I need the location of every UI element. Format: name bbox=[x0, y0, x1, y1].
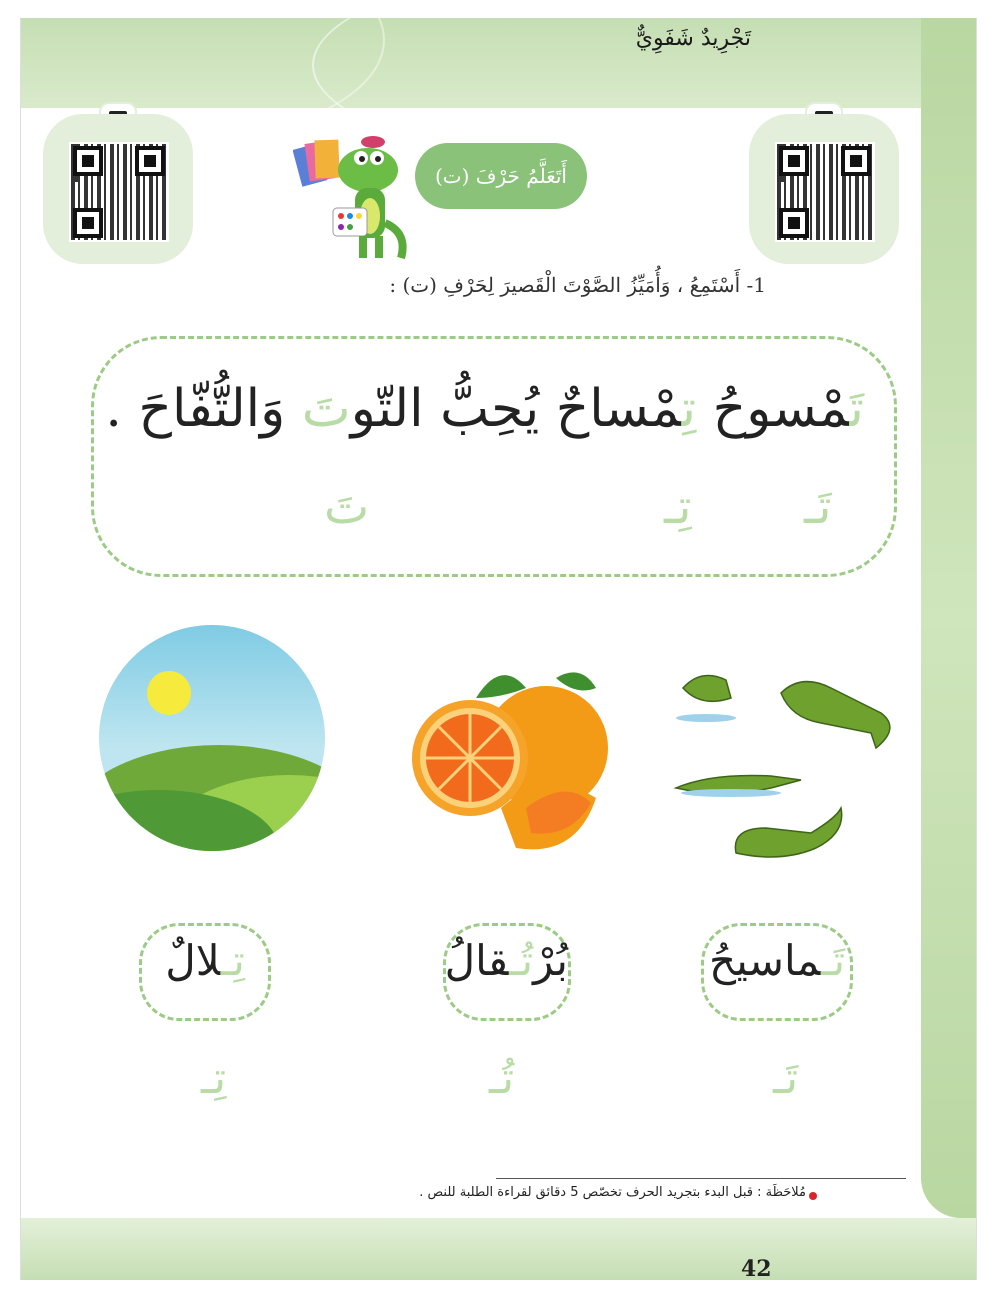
sentence-frame bbox=[91, 336, 897, 577]
qr-code-left[interactable] bbox=[43, 114, 193, 264]
word-rest: لالٌ bbox=[165, 936, 221, 985]
word-text bbox=[704, 936, 850, 985]
side-band bbox=[921, 18, 976, 1218]
word-highlight: تِـ bbox=[220, 936, 245, 985]
page bbox=[20, 18, 977, 1280]
letter-form: تُـ bbox=[489, 1053, 515, 1104]
sentence-part: وَالتُّفّاحَ . bbox=[105, 379, 302, 439]
letter-form: تَـ bbox=[773, 1053, 799, 1104]
note-divider bbox=[496, 1178, 906, 1179]
instruction-text: 1- أَسْتَمِعُ ، وَأُمَيِّزُ الصَّوْتَ الْقَصيرَ لِحَرْفِ (ت) : bbox=[389, 273, 766, 297]
qr-code-right[interactable] bbox=[749, 114, 899, 264]
teacher-note: مُلاحَظَة : قبل البدء بتجريد الحرف تخصّص 5 دقائق لقراءة الطلبة للنص . bbox=[419, 1185, 806, 1200]
bottom-band bbox=[21, 1218, 976, 1280]
letter-form: تِـ bbox=[201, 1053, 227, 1104]
word-highlight: تُـ bbox=[509, 936, 534, 985]
reading-sentence bbox=[105, 379, 864, 439]
qr-icon bbox=[69, 142, 169, 242]
sentence-highlight: تَ bbox=[301, 379, 351, 439]
section-title: تَجْرِيدٌ شَفَوِيٌّ bbox=[635, 26, 751, 51]
bullet-dot-icon bbox=[809, 1192, 817, 1200]
sun-icon bbox=[147, 671, 191, 715]
sentence-highlight: تِ bbox=[681, 379, 697, 439]
top-band bbox=[21, 18, 976, 108]
word-text bbox=[142, 936, 268, 985]
word-rest: ماسيحُ bbox=[708, 936, 822, 985]
crocodiles-image bbox=[671, 658, 901, 873]
landscape-image bbox=[99, 625, 325, 851]
oranges-image bbox=[406, 658, 616, 858]
sentence-part: مْسوحُ bbox=[696, 379, 850, 439]
word-card-crocodiles bbox=[701, 923, 853, 1021]
word-card-hills bbox=[139, 923, 271, 1021]
letter-mark: تَ bbox=[324, 479, 370, 535]
lesson-title-pill: أَتَعَلَّمُ حَرْفَ (ت) bbox=[415, 143, 587, 209]
sentence-highlight: تَ bbox=[849, 379, 864, 439]
page-number: 42 bbox=[741, 1256, 772, 1280]
letter-mark: تَـ bbox=[804, 479, 832, 535]
letter-mark: تِـ bbox=[664, 479, 692, 535]
word-rest: قالُ bbox=[444, 936, 510, 985]
word-text bbox=[446, 936, 568, 985]
word-card-orange bbox=[443, 923, 571, 1021]
word-prefix: بُرْ bbox=[533, 936, 568, 985]
crocodile-mascot-icon bbox=[293, 128, 413, 268]
sentence-part: مْساحٌ يُحِبُّ التّو bbox=[350, 379, 682, 439]
word-highlight: تَـ bbox=[821, 936, 846, 985]
qr-icon bbox=[775, 142, 875, 242]
